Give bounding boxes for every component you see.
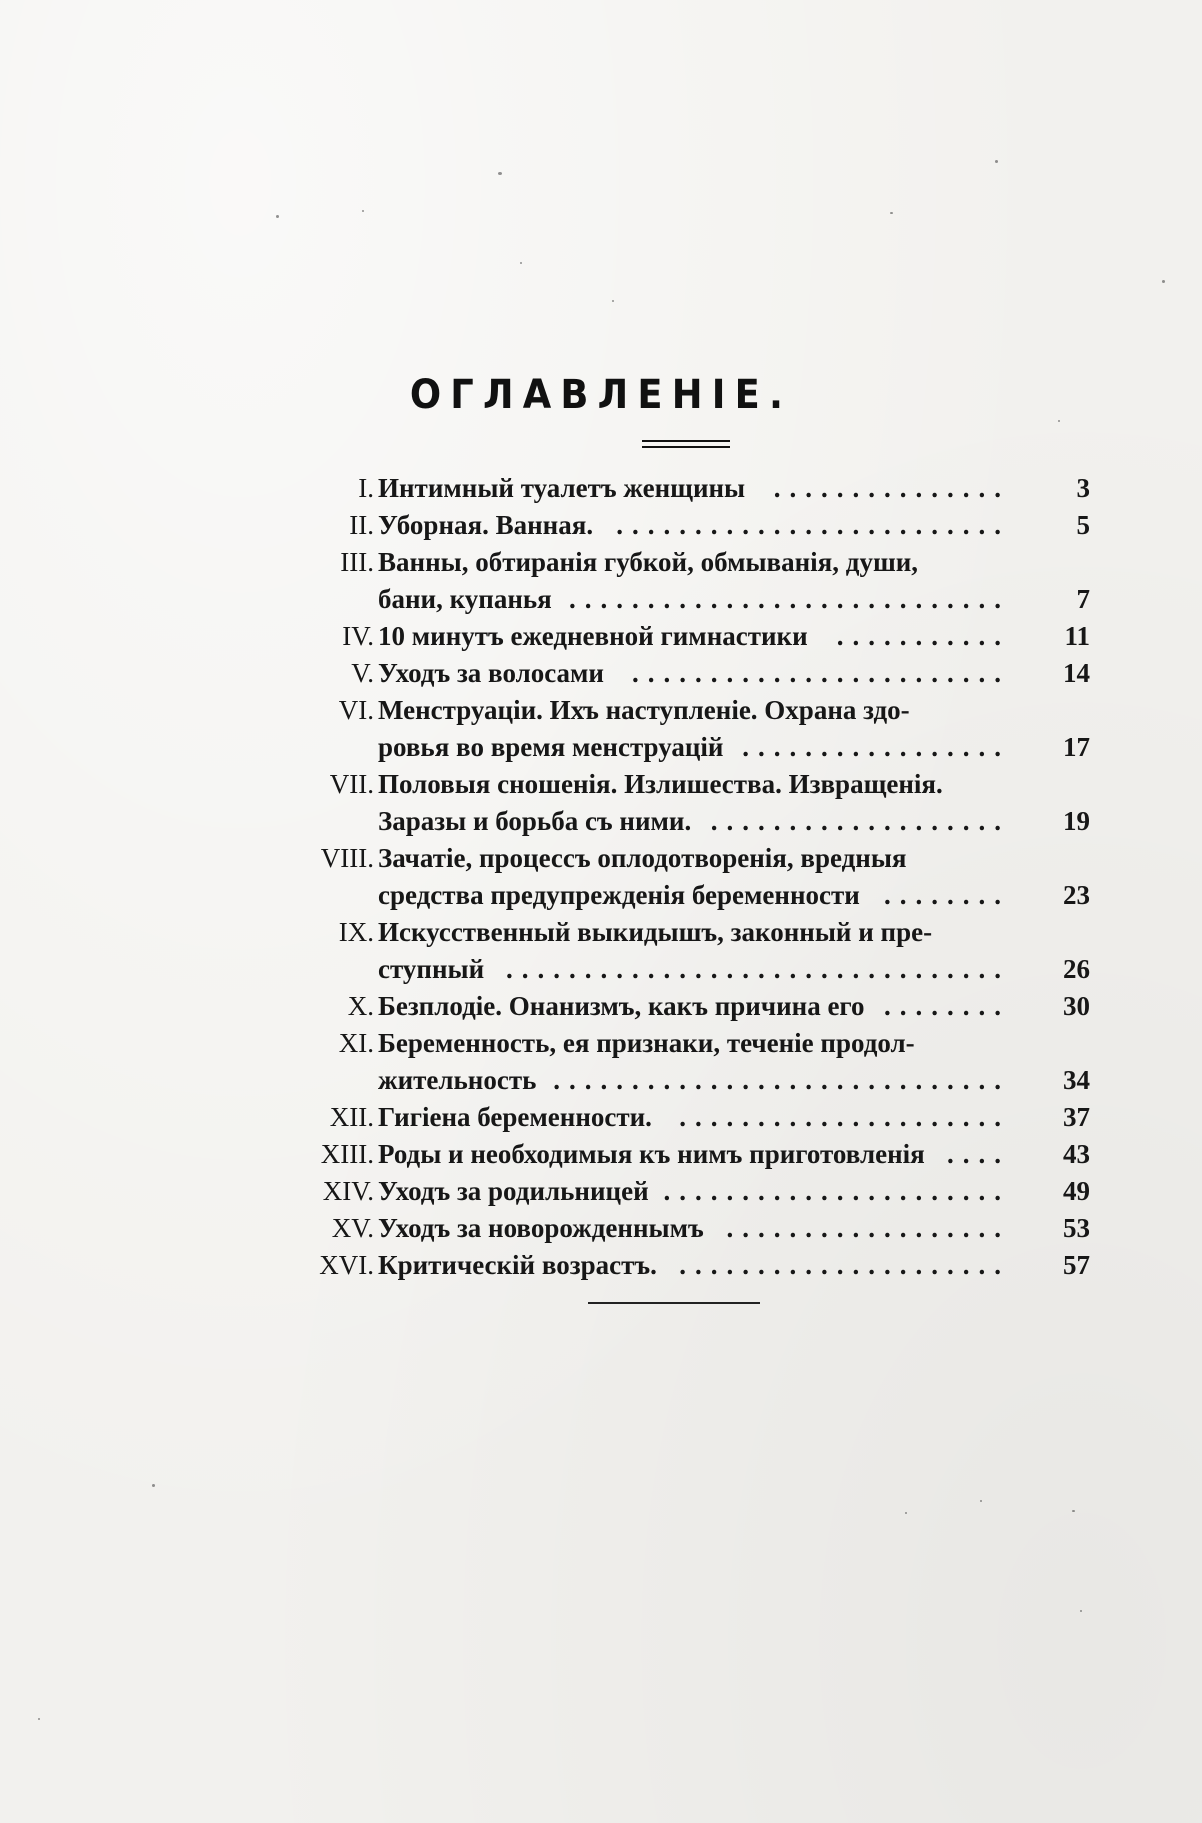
- scan-speck: [362, 210, 364, 212]
- toc-entry-title: ступный: [378, 954, 485, 984]
- title-underline: [642, 440, 730, 442]
- toc-entry: [290, 1247, 1090, 1284]
- dot-leader: ...........: [836, 621, 1010, 651]
- toc-entry-page: 5: [1076, 510, 1090, 540]
- toc-entry-number: XIII.: [320, 1139, 374, 1169]
- dot-leader: ................................: [506, 954, 1010, 984]
- toc-entry-title: Искусственный выкидышъ, законный и пре-: [378, 917, 933, 947]
- toc-entry-page: 53: [1063, 1213, 1090, 1243]
- dot-leader: ........: [884, 991, 1010, 1021]
- toc-entry: [290, 988, 1090, 1025]
- toc-entry: [290, 507, 1090, 544]
- scan-speck: [1072, 1510, 1075, 1512]
- toc-entry: [290, 1210, 1090, 1247]
- dot-leader: ........: [884, 880, 1010, 910]
- toc-entry-page: 7: [1076, 584, 1090, 614]
- toc-entry-number: XII.: [329, 1102, 374, 1132]
- toc-entry-page: 43: [1063, 1139, 1090, 1169]
- toc-entry-title: Половыя сношенія. Излишества. Извращенія.: [378, 769, 943, 799]
- toc-entry-title: средства предупрежденія беременности: [378, 880, 860, 910]
- scan-speck: [980, 1500, 982, 1502]
- dot-leader: .................: [742, 732, 1010, 762]
- toc-entry-title: Интимный туалетъ женщины: [378, 473, 746, 503]
- toc-entry-title: Гигіена беременности.: [378, 1102, 652, 1132]
- toc-entry-title: Уходъ за новорожденнымъ: [378, 1213, 704, 1243]
- toc-entry-title: ровья во время менструацій: [378, 732, 724, 762]
- toc-entry-number: XI.: [338, 1028, 374, 1058]
- toc-entry-title: Роды и необходимыя къ нимъ приготовленія: [378, 1139, 925, 1169]
- toc-entry-title: Уборная. Ванная.: [378, 510, 594, 540]
- toc-entry-title: Беременность, ея признаки, теченіе продол-: [378, 1028, 915, 1058]
- toc-entry-title: 10 минутъ ежедневной гимнастики: [378, 621, 808, 651]
- toc-entry: [290, 1173, 1090, 1210]
- toc-entry-title: Уходъ за волосами: [378, 658, 604, 688]
- toc-entry-page: 49: [1063, 1176, 1090, 1206]
- toc-entry: [290, 840, 1090, 914]
- toc-entry-page: 23: [1063, 880, 1090, 910]
- toc-entry-title: Критическій возрастъ.: [378, 1250, 657, 1280]
- dot-leader: ......................: [663, 1176, 1010, 1206]
- toc-entry-title: жительность: [378, 1065, 537, 1095]
- dot-leader: .............................: [553, 1065, 1010, 1095]
- toc-entry: [290, 655, 1090, 692]
- toc-entry-page: 34: [1063, 1065, 1090, 1095]
- toc-entry-number: VI.: [338, 695, 374, 725]
- dot-leader: .........................: [616, 510, 1010, 540]
- toc-entry: [290, 1025, 1090, 1099]
- dot-leader: ..................: [726, 1213, 1010, 1243]
- toc-entry-number: X.: [347, 991, 374, 1021]
- toc-entry-page: 3: [1076, 473, 1090, 503]
- toc-entry: [290, 544, 1090, 618]
- toc-entry-page: 57: [1063, 1250, 1090, 1280]
- toc-entry-number: III.: [340, 547, 374, 577]
- toc-entry-title: Менструаціи. Ихъ наступленіе. Охрана здо-: [378, 695, 910, 725]
- title-underline: [642, 446, 730, 448]
- toc-entry-number: VIII.: [320, 843, 374, 873]
- toc-entry-title: бани, купанья: [378, 584, 552, 614]
- scan-speck: [905, 1512, 907, 1514]
- end-rule: [588, 1302, 760, 1304]
- table-of-contents: [290, 470, 1090, 1284]
- toc-entry-number: XIV.: [322, 1176, 374, 1206]
- dot-leader: .....................: [679, 1250, 1010, 1280]
- scan-speck: [1058, 420, 1060, 422]
- toc-entry-number: I.: [358, 473, 374, 503]
- toc-entry-page: 14: [1063, 658, 1090, 688]
- scan-speck: [38, 1718, 40, 1720]
- toc-entry: [290, 914, 1090, 988]
- toc-entry-title: Заразы и борьба съ ними.: [378, 806, 692, 836]
- scan-speck: [995, 160, 998, 163]
- toc-entry-number: XVI.: [319, 1250, 374, 1280]
- toc-entry: [290, 692, 1090, 766]
- dot-leader: ............................: [569, 584, 1010, 614]
- toc-entry-number: VII.: [329, 769, 374, 799]
- toc-entry-number: IV.: [342, 621, 374, 651]
- toc-entry-page: 30: [1063, 991, 1090, 1021]
- scan-speck: [890, 212, 893, 214]
- toc-entry-number: V.: [351, 658, 374, 688]
- toc-entry-title: Зачатіе, процессъ оплодотворенія, вредныя: [378, 843, 907, 873]
- dot-leader: ....: [947, 1139, 1010, 1169]
- scan-speck: [498, 172, 502, 175]
- toc-entry-page: 19: [1063, 806, 1090, 836]
- toc-entry: [290, 470, 1090, 507]
- dot-leader: .....................: [679, 1102, 1010, 1132]
- scan-speck: [520, 262, 522, 264]
- toc-entry-page: 26: [1063, 954, 1090, 984]
- toc-entry-title: Уходъ за родильницей: [378, 1176, 649, 1206]
- toc-entry-title: Безплодіе. Онанизмъ, какъ причина его: [378, 991, 865, 1021]
- toc-entry-number: II.: [349, 510, 374, 540]
- toc-entry: [290, 766, 1090, 840]
- scan-speck: [1162, 280, 1165, 283]
- dot-leader: ...................: [710, 806, 1010, 836]
- toc-entry-page: 37: [1063, 1102, 1090, 1132]
- page-title: ОГЛАВЛЕНІЕ.: [409, 372, 793, 418]
- toc-entry: [290, 1136, 1090, 1173]
- dot-leader: ........................: [632, 658, 1010, 688]
- dot-leader: ...............: [773, 473, 1010, 503]
- scan-speck: [276, 215, 279, 218]
- scan-speck: [1080, 1610, 1082, 1612]
- scan-speck: [152, 1484, 155, 1487]
- scan-speck: [612, 300, 614, 302]
- toc-entry: [290, 618, 1090, 655]
- toc-entry: [290, 1099, 1090, 1136]
- toc-entry-number: IX.: [338, 917, 374, 947]
- toc-entry-page: 17: [1063, 732, 1090, 762]
- toc-entry-page: 11: [1064, 621, 1090, 651]
- toc-entry-number: XV.: [331, 1213, 374, 1243]
- toc-entry-title: Ванны, обтиранія губкой, обмыванія, души,: [378, 547, 919, 577]
